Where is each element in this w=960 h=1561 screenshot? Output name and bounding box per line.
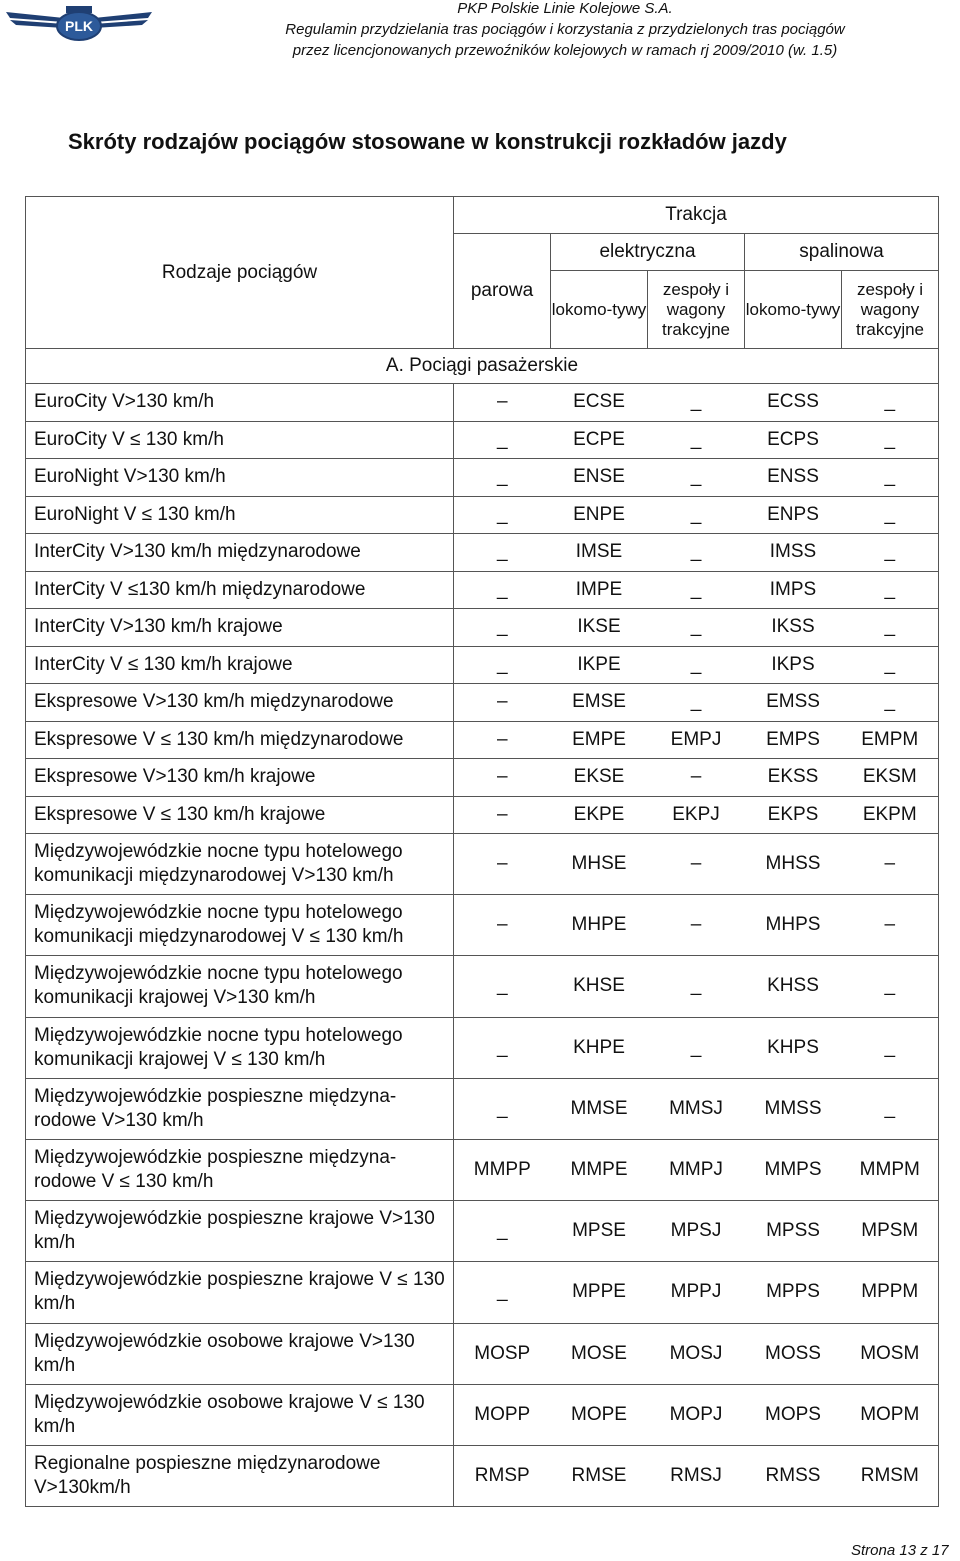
train-code-cell: KHPE: [551, 1017, 648, 1078]
train-type-name: InterCity V ≤130 km/h międzynarodowe: [26, 571, 454, 609]
train-code-cell: _: [648, 534, 745, 572]
train-code-cell: MHPE: [551, 895, 648, 956]
train-code-cell: –: [454, 834, 551, 895]
train-code-cell: EKSE: [551, 759, 648, 797]
train-type-name: InterCity V ≤ 130 km/h krajowe: [26, 646, 454, 684]
train-code-cell: IMSS: [745, 534, 842, 572]
train-code-cell: EKPE: [551, 796, 648, 834]
train-code-cell: ECSE: [551, 384, 648, 422]
train-code-cell: _: [842, 459, 939, 497]
train-code-cell: MMPE: [551, 1139, 648, 1200]
table-row: [26, 571, 939, 609]
train-code-cell: –: [648, 895, 745, 956]
train-code-cell: _: [842, 684, 939, 722]
header-parowa: parowa: [454, 234, 551, 349]
train-code-cell: MPPJ: [648, 1262, 745, 1323]
train-type-name: Międzywojewódzkie nocne typu hotelowego komunikacji międzynarodowej V>130 km/h: [26, 834, 454, 895]
train-code-cell: _: [454, 571, 551, 609]
train-code-cell: _: [648, 459, 745, 497]
train-code-cell: _: [842, 534, 939, 572]
train-type-name: InterCity V>130 km/h międzynarodowe: [26, 534, 454, 572]
train-code-cell: _: [454, 609, 551, 647]
train-code-cell: IKPE: [551, 646, 648, 684]
train-code-cell: MOPP: [454, 1384, 551, 1445]
train-code-cell: –: [648, 834, 745, 895]
train-code-cell: MHSS: [745, 834, 842, 895]
train-type-name: EuroNight V ≤ 130 km/h: [26, 496, 454, 534]
train-code-cell: EKSS: [745, 759, 842, 797]
header-subtitle-2: przez licencjonowanych przewoźników kolejowych w ramach rj 2009/2010 (w. 1.5): [292, 42, 838, 59]
train-type-name: EuroCity V>130 km/h: [26, 384, 454, 422]
train-code-cell: _: [454, 1017, 551, 1078]
plk-logo: [4, 4, 154, 44]
header-sp-lokomotywy: lokomo-tywy: [745, 271, 842, 349]
table-row: [26, 421, 939, 459]
train-code-cell: MOPJ: [648, 1384, 745, 1445]
train-code-cell: MHPS: [745, 895, 842, 956]
train-code-cell: ENSE: [551, 459, 648, 497]
train-type-name: InterCity V>130 km/h krajowe: [26, 609, 454, 647]
train-type-name: Międzywojewódzkie nocne typu hotelowego komunikacji krajowej V ≤ 130 km/h: [26, 1017, 454, 1078]
train-code-cell: _: [648, 496, 745, 534]
train-code-cell: MOPM: [842, 1384, 939, 1445]
train-code-cell: ENPS: [745, 496, 842, 534]
train-code-cell: MMSJ: [648, 1078, 745, 1139]
header-el-lokomotywy: lokomo-tywy: [551, 271, 648, 349]
train-code-cell: IMSE: [551, 534, 648, 572]
train-code-cell: RMSM: [842, 1445, 939, 1506]
train-code-cell: MPSM: [842, 1201, 939, 1262]
table-row: [26, 459, 939, 497]
table-row: [26, 496, 939, 534]
train-code-cell: _: [454, 1262, 551, 1323]
train-code-cell: _: [648, 571, 745, 609]
train-code-cell: ECPS: [745, 421, 842, 459]
train-code-cell: _: [842, 1078, 939, 1139]
train-code-cell: MOPS: [745, 1384, 842, 1445]
train-code-cell: _: [648, 1017, 745, 1078]
train-type-name: Ekspresowe V>130 km/h krajowe: [26, 759, 454, 797]
train-code-cell: KHSE: [551, 956, 648, 1017]
train-type-name: Międzywojewódzkie pospieszne krajowe V ≤ 130 km/h: [26, 1262, 454, 1323]
table-row: [26, 1017, 939, 1078]
train-code-cell: MOSJ: [648, 1323, 745, 1384]
train-type-name: EuroNight V>130 km/h: [26, 459, 454, 497]
header-company: PKP Polskie Linie Kolejowe S.A.: [457, 0, 673, 17]
train-code-cell: MPPE: [551, 1262, 648, 1323]
train-code-cell: MMPJ: [648, 1139, 745, 1200]
train-code-cell: –: [454, 684, 551, 722]
train-code-cell: MOPE: [551, 1384, 648, 1445]
train-code-cell: EMSS: [745, 684, 842, 722]
train-type-name: Ekspresowe V>130 km/h międzynarodowe: [26, 684, 454, 722]
train-code-cell: _: [842, 956, 939, 1017]
train-code-cell: _: [454, 1078, 551, 1139]
header-subtitle-1: Regulamin przydzielania tras pociągów i korzystania z przydzielonych tras pociągów: [285, 21, 845, 38]
svg-text:PLK: PLK: [65, 18, 93, 34]
page-number: Strona 13 z 17: [851, 1542, 949, 1559]
train-type-name: Międzywojewódzkie osobowe krajowe V ≤ 130 km/h: [26, 1384, 454, 1445]
table-row: [26, 1445, 939, 1506]
train-type-name: Międzywojewódzkie pospieszne międzyna-rodowe V ≤ 130 km/h: [26, 1139, 454, 1200]
train-code-cell: –: [842, 895, 939, 956]
train-code-cell: IKSE: [551, 609, 648, 647]
table-row: [26, 895, 939, 956]
train-code-cell: _: [842, 1017, 939, 1078]
table-row: [26, 646, 939, 684]
table-row: [26, 759, 939, 797]
train-code-cell: ECSS: [745, 384, 842, 422]
table-row: [26, 834, 939, 895]
header-trakcja: Trakcja: [454, 197, 939, 234]
train-code-cell: IKPS: [745, 646, 842, 684]
train-code-cell: MOSS: [745, 1323, 842, 1384]
train-code-cell: EKPM: [842, 796, 939, 834]
train-code-cell: EMPM: [842, 721, 939, 759]
train-code-cell: MPSS: [745, 1201, 842, 1262]
train-code-cell: EMSE: [551, 684, 648, 722]
train-code-cell: _: [454, 956, 551, 1017]
train-code-cell: KHPS: [745, 1017, 842, 1078]
table-body: [26, 384, 939, 1507]
train-code-cell: RMSJ: [648, 1445, 745, 1506]
train-code-cell: MMPS: [745, 1139, 842, 1200]
header-sp-zespoly: zespoły i wagony trakcyjne: [842, 271, 939, 349]
train-code-cell: –: [454, 721, 551, 759]
train-type-name: Międzywojewódzkie pospieszne międzyna-rodowe V>130 km/h: [26, 1078, 454, 1139]
table-row: [26, 609, 939, 647]
table-row: [26, 1201, 939, 1262]
train-code-cell: _: [648, 421, 745, 459]
train-code-cell: EKSM: [842, 759, 939, 797]
train-code-cell: MOSP: [454, 1323, 551, 1384]
train-code-cell: _: [842, 609, 939, 647]
train-code-cell: RMSS: [745, 1445, 842, 1506]
train-code-cell: MOSE: [551, 1323, 648, 1384]
train-code-cell: _: [842, 496, 939, 534]
table-row: [26, 534, 939, 572]
train-code-cell: MMPP: [454, 1139, 551, 1200]
train-code-cell: _: [648, 609, 745, 647]
train-type-name: Międzywojewódzkie nocne typu hotelowego komunikacji krajowej V>130 km/h: [26, 956, 454, 1017]
train-code-cell: _: [842, 646, 939, 684]
table-row: [26, 1323, 939, 1384]
train-code-cell: _: [842, 571, 939, 609]
train-code-cell: MPPM: [842, 1262, 939, 1323]
table-row: [26, 1139, 939, 1200]
train-code-cell: RMSP: [454, 1445, 551, 1506]
table-row: [26, 1262, 939, 1323]
train-code-cell: MPSE: [551, 1201, 648, 1262]
train-code-cell: IKSS: [745, 609, 842, 647]
train-code-cell: MPPS: [745, 1262, 842, 1323]
train-code-cell: _: [454, 459, 551, 497]
train-type-name: Międzywojewódzkie nocne typu hotelowego komunikacji międzynarodowej V ≤ 130 km/h: [26, 895, 454, 956]
train-code-cell: –: [842, 834, 939, 895]
table-row: [26, 684, 939, 722]
train-code-cell: MPSJ: [648, 1201, 745, 1262]
train-type-name: Ekspresowe V ≤ 130 km/h krajowe: [26, 796, 454, 834]
train-code-cell: _: [648, 646, 745, 684]
table-row: [26, 1384, 939, 1445]
train-code-cell: –: [454, 759, 551, 797]
train-code-cell: _: [454, 496, 551, 534]
train-code-cell: ENPE: [551, 496, 648, 534]
train-code-cell: _: [454, 534, 551, 572]
train-code-cell: MMPM: [842, 1139, 939, 1200]
header-train-types: Rodzaje pociągów: [26, 197, 454, 349]
train-code-cell: _: [648, 684, 745, 722]
header-el-zespoly: zespoły i wagony trakcyjne: [648, 271, 745, 349]
train-type-name: Międzywojewódzkie osobowe krajowe V>130 km/h: [26, 1323, 454, 1384]
train-code-cell: _: [454, 646, 551, 684]
train-code-cell: RMSE: [551, 1445, 648, 1506]
train-type-name: EuroCity V ≤ 130 km/h: [26, 421, 454, 459]
table-row: [26, 796, 939, 834]
train-code-cell: _: [842, 384, 939, 422]
train-code-cell: MMSS: [745, 1078, 842, 1139]
train-code-cell: _: [842, 421, 939, 459]
train-code-cell: –: [454, 895, 551, 956]
train-code-cell: EKPJ: [648, 796, 745, 834]
train-code-cell: ENSS: [745, 459, 842, 497]
section-heading: A. Pociągi pasażerskie: [26, 349, 939, 384]
train-types-table: [25, 196, 939, 1507]
train-code-cell: MHSE: [551, 834, 648, 895]
train-type-name: Międzywojewódzkie pospieszne krajowe V>130 km/h: [26, 1201, 454, 1262]
table-row: [26, 1078, 939, 1139]
train-code-cell: _: [648, 384, 745, 422]
train-code-cell: EMPJ: [648, 721, 745, 759]
train-code-cell: MOSM: [842, 1323, 939, 1384]
table-row: [26, 721, 939, 759]
train-code-cell: –: [648, 759, 745, 797]
header-spalinowa: spalinowa: [745, 234, 939, 271]
header-elektryczna: elektryczna: [551, 234, 745, 271]
train-type-name: Regionalne pospieszne międzynarodowe V>130km/h: [26, 1445, 454, 1506]
train-code-cell: MMSE: [551, 1078, 648, 1139]
train-code-cell: ECPE: [551, 421, 648, 459]
table-row: [26, 956, 939, 1017]
train-code-cell: KHSS: [745, 956, 842, 1017]
train-code-cell: IMPE: [551, 571, 648, 609]
train-code-cell: EKPS: [745, 796, 842, 834]
train-code-cell: –: [454, 384, 551, 422]
train-code-cell: –: [454, 796, 551, 834]
train-type-name: Ekspresowe V ≤ 130 km/h międzynarodowe: [26, 721, 454, 759]
train-code-cell: EMPS: [745, 721, 842, 759]
train-code-cell: IMPS: [745, 571, 842, 609]
train-code-cell: _: [454, 421, 551, 459]
table-row: [26, 384, 939, 422]
page-title: Skróty rodzajów pociągów stosowane w konstrukcji rozkładów jazdy: [68, 129, 787, 154]
train-code-cell: _: [454, 1201, 551, 1262]
train-code-cell: EMPE: [551, 721, 648, 759]
train-code-cell: _: [648, 956, 745, 1017]
